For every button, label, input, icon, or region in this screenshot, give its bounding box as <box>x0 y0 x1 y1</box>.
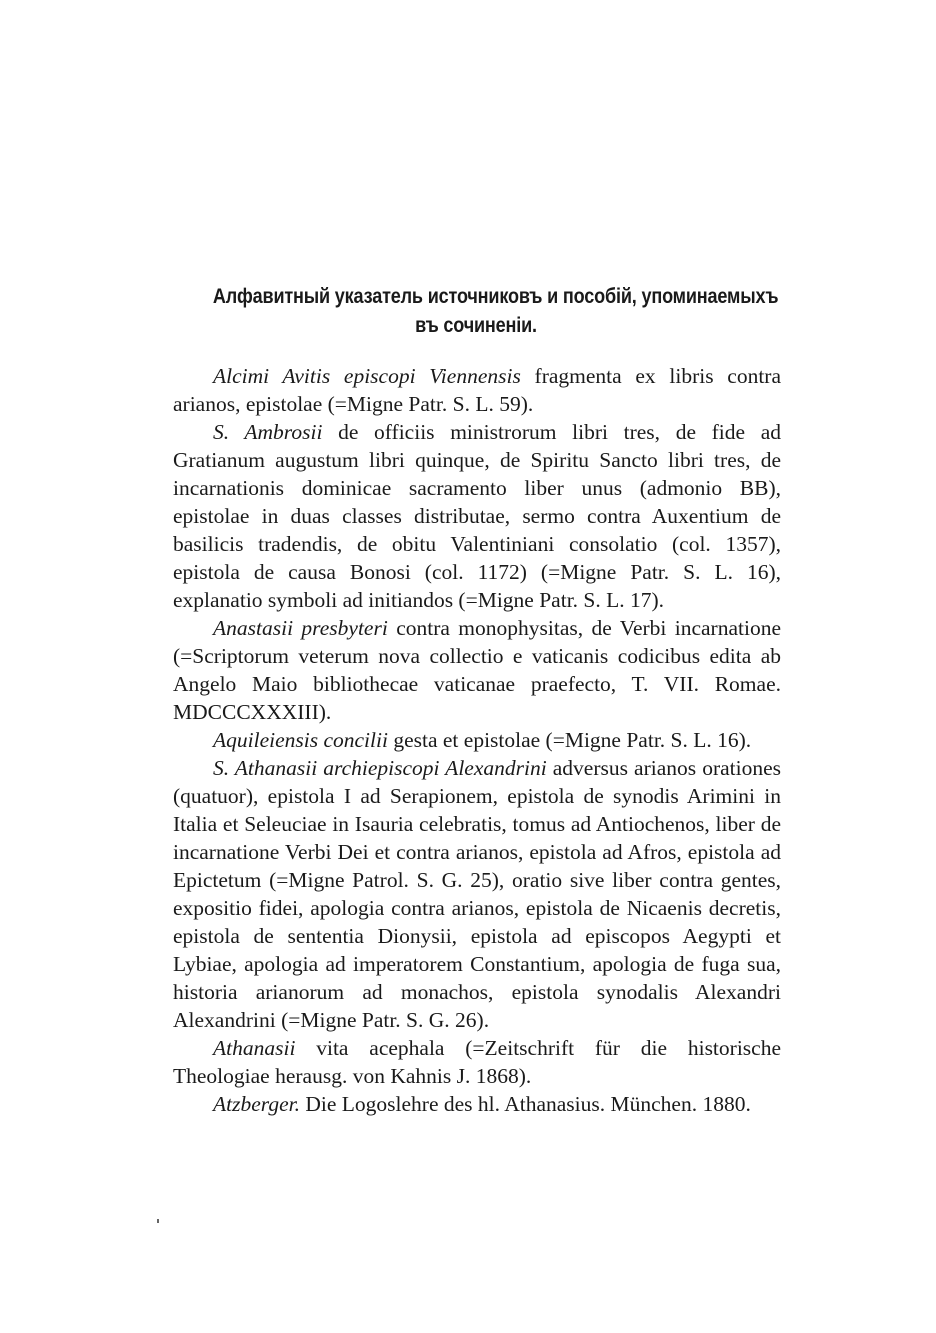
bibliography-entry <box>173 614 781 726</box>
bibliography-list <box>173 362 781 1118</box>
entry-text: gesta et epistolae (=Migne Patr. S. L. 16). <box>387 728 752 752</box>
bibliography-entry <box>173 754 781 1034</box>
entry-text: Die Logoslehre des hl. Athanasius. München. 1880. <box>300 1092 751 1116</box>
entry-author: Athanasii <box>213 1036 296 1060</box>
scan-speck <box>157 1219 159 1223</box>
bibliography-entry <box>173 418 781 614</box>
bibliography-entry <box>173 362 781 418</box>
bibliography-entry <box>173 726 781 754</box>
entry-text: contra monophysitas, de Verbi incarnatione (=Scriptorum veterum nova collectio e vaticanis codicibus edita ab Angelo Maio bibliothecae vaticanae praefecto, T. VII. Romae. MDCCCXXXIII). <box>173 616 782 724</box>
title-line-1: Алфавитный указатель источниковъ и пособій, упоминаемыхъ <box>212 285 779 308</box>
entry-author: S. Athanasii archiepiscopi Alexandrini <box>213 756 547 780</box>
entry-text: vita acephala (=Zeitschrift für die historische Theologiae herausg. von Kahnis J. 1868). <box>173 1036 781 1088</box>
entry-author: Anastasii presbyteri <box>213 616 388 640</box>
entry-author: Alcimi Avitis episcopi Viennensis <box>213 364 521 388</box>
page-title <box>212 282 779 340</box>
entry-author: Aquileiensis concilii <box>213 728 388 752</box>
entry-author: Atzberger. <box>213 1092 300 1116</box>
entry-text: de officiis ministrorum libri tres, de fide ad Gratianum augustum libri quinque, de Spiritu Sancto libri tres, de incarnationis dominicae sacramento liber unus (admonio BB), epistolae in duas classes distributae, sermo contra Auxentium de basilicis tradendis, de obitu Valentiniani consolatio (col. 1357), epistola de causa Bonosi (col. 1172) (=Migne Patr. S. L. 16), explanatio symboli ad initiandos (=Migne Patr. S. L. 17). <box>173 420 781 612</box>
bibliography-entry <box>173 1034 781 1090</box>
bibliography-entry <box>173 1090 781 1118</box>
title-line-2: въ сочиненіи. <box>415 314 537 337</box>
entry-text: adversus arianos orationes (quatuor), epistola I ad Serapionem, epistola de synodis Arimini in Italia et Seleuciae in Isauria celebratis, tomus ad Antiochenos, liber de incarnatione Verbi Dei et contra arianos, epistola ad Afros, epistola ad Epictetum (=Migne Patrol. S. G. 25), oratio sive liber contra gentes, expositio fidei, apologia contra arianos, epistola de Nicaenis decretis, epistola de sententia Dionysii, epistola ad episcopos Aegypti et Lybiae, apologia ad imperatorem Constantium, apologia de fuga sua, historia arianorum ad monachos, epistola synodalis Alexandri Alexandrini (=Migne Patr. S. G. 26). <box>173 756 782 1032</box>
entry-author: S. Ambrosii <box>213 420 323 444</box>
entry-text: fragmenta ex libris contra arianos, epistolae (=Migne Patr. S. L. 59). <box>173 364 781 416</box>
